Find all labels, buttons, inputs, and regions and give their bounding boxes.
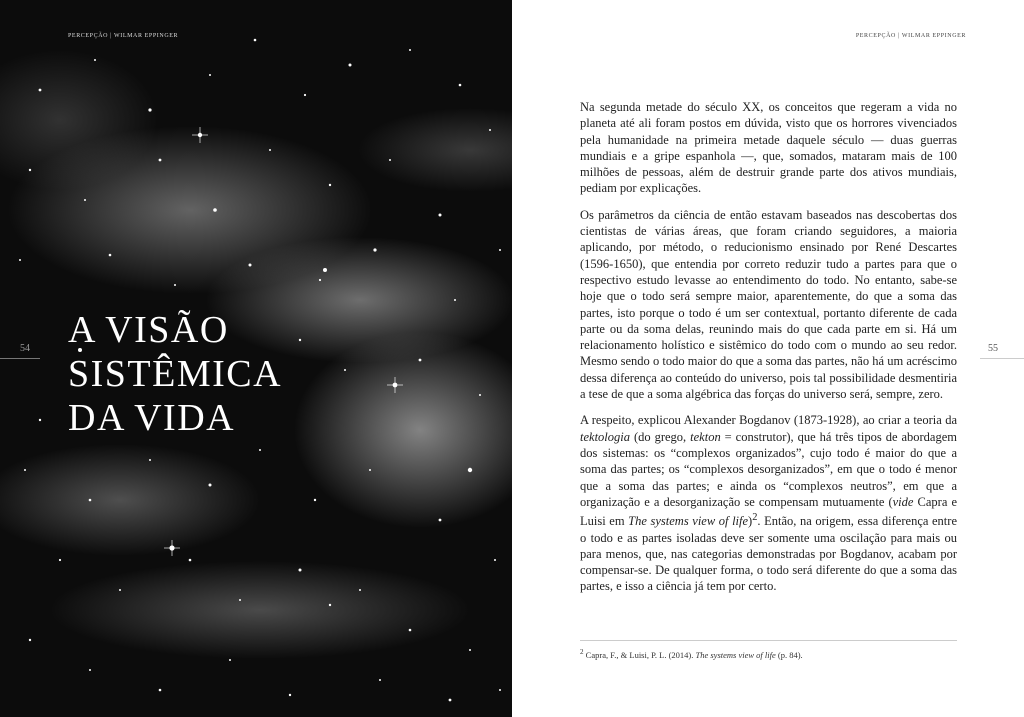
footnote-marker: 2 — [580, 648, 584, 656]
folio-rule-left — [0, 358, 40, 359]
footnote-reference: 2 — [752, 512, 758, 524]
text-run: (do grego, — [630, 429, 691, 444]
footnote-text: (p. 84). — [775, 649, 803, 660]
text-run: Capra e Luisi em — [580, 494, 957, 529]
page-number-left: 54 — [20, 343, 30, 354]
paragraph-1: Na segunda metade do século XX, os conceitos que regeram a vida no planeta até ali foram postos em dúvida, visto que os horrores vivenciados pela humanidade na primeira metade daquele século — duas guerras mundiais e a gripe espanhola —, que, somados, mataram mais de 100 milhões de pessoas, além de destruir grande parte dos ativos mundiais, pediam por explicações. — [580, 100, 957, 196]
footnote-italic-title: The systems view of life — [695, 649, 776, 660]
running-head-right: PERCEPÇÃO | WILMAR EPPINGER — [855, 33, 966, 39]
page-number-right: 55 — [988, 343, 998, 354]
chapter-title-line: SISTÊMICA — [68, 353, 283, 395]
footnote-rule — [580, 640, 957, 641]
footnote-text: Capra, F., & Luisi, P. L. (2014). — [583, 649, 696, 660]
chapter-title — [68, 308, 282, 440]
italic-term: tekton — [690, 429, 721, 444]
running-head-left: PERCEPÇÃO | WILMAR EPPINGER — [68, 33, 179, 39]
italic-term: tektologia — [580, 429, 630, 444]
paragraph-2: Os parâmetros da ciência de então estavam baseados nas descobertas dos cientistas de várias áreas, que foram criando seguidores, a maioria aplicando, por método, o reducionismo ensinado por René Descartes (1596-1650), que entendia por correto reduzir tudo a partes para que o respectivo estudo levasse ao entendimento do todo. No entanto, sabe-se hoje que o todo será sempre maior, aparentemente, do que a soma das partes, isto porque o todo é um ser contextual, portanto diferente de cada parte ou da soma delas, reunindo mais do que cada parte em si. Há um relacionamento holístico e sistêmico do todo com o mundo ao seu redor. Mesmo sendo o todo maior do que a soma das partes, não há um acréscimo dessa diferença ao conteúdo do universo, pois tal possibilidade desmentiria a tese de que a soma algébrica das forças do universo será, sempre, zero. — [580, 207, 957, 402]
text-run: ) — [748, 514, 753, 529]
body-text — [580, 99, 957, 605]
text-run: . Então, na origem, essa diferença entre o todo e as partes isoladas deve ser somente uma oscilação para mais ou para menos, que, nas categorias demonstradas por Bogdanov, acabam por compensar-se. De qualquer forma, o todo será diferente do que a soma das partes, e isso a ciência já tem por certo. — [580, 514, 957, 594]
paragraph-3 — [580, 412, 957, 594]
chapter-title-line: A VISÃO — [68, 309, 229, 351]
italic-book-title: The systems view of life — [628, 514, 749, 529]
text-run: = construtor), que há três tipos de abordagem dos sistemas: os “complexos organizados”, cujo todo é maior do que a soma das partes; os “complexos desorganizados”, em que o todo é menor que a soma das partes; e ainda os “complexos neutros”, em que a organização e a desorganização se compensam mutuamente ( — [580, 429, 957, 509]
italic-term: vide — [892, 494, 914, 509]
chapter-title-line: DA VIDA — [68, 397, 236, 439]
folio-rule-right — [980, 358, 1024, 359]
footnote — [580, 648, 957, 660]
text-run: A respeito, explicou Alexander Bogdanov (1873-1928), ao criar a teoria da — [580, 413, 957, 428]
